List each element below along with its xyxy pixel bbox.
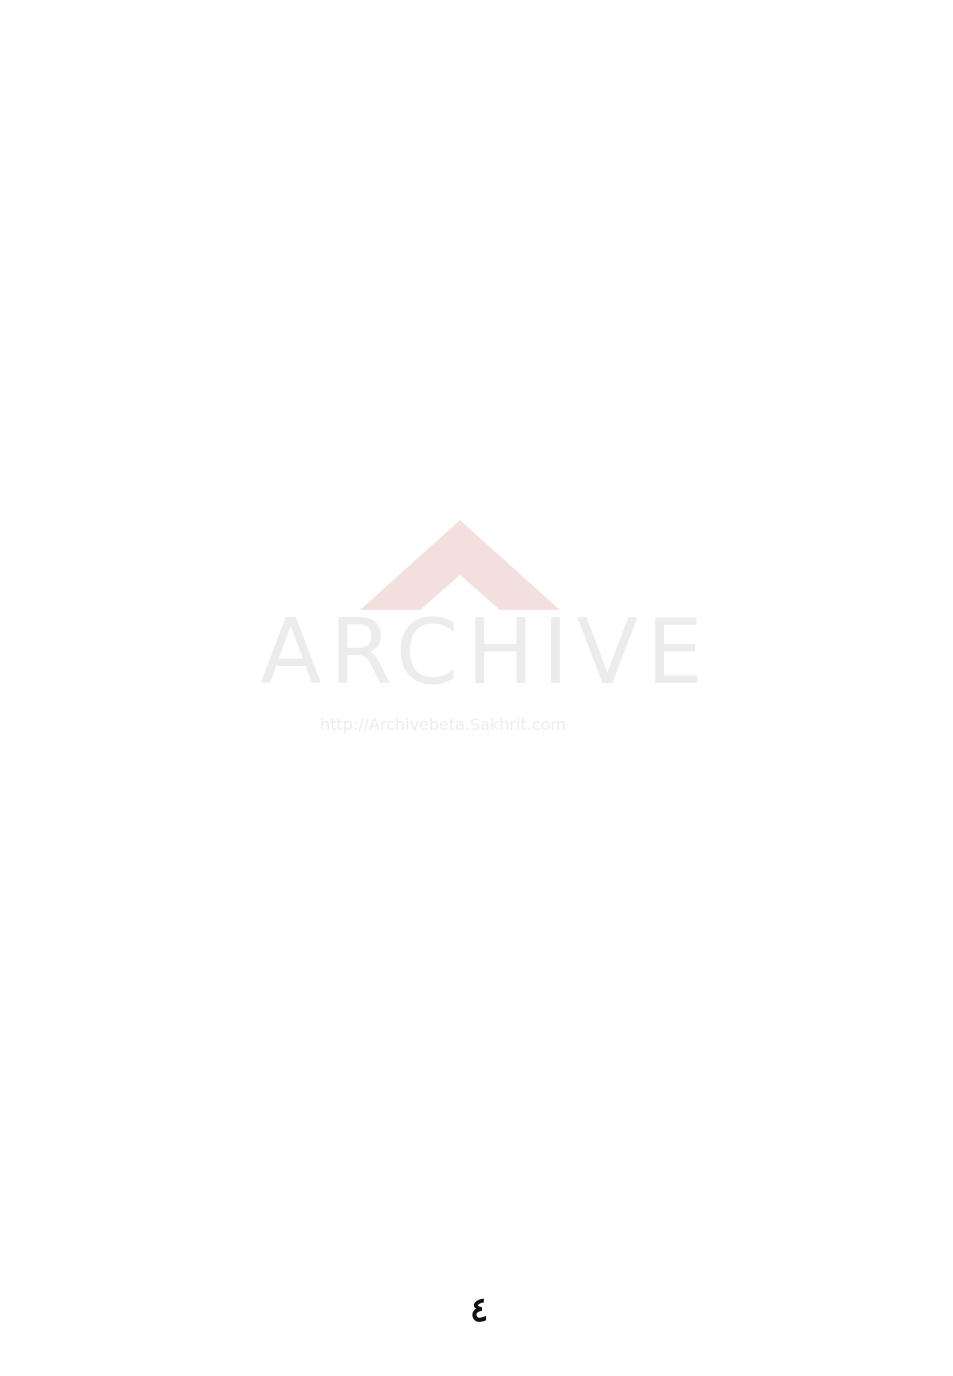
poem-bottom bbox=[22, 925, 467, 1270]
watermark-text: ARCHIVE bbox=[260, 600, 712, 705]
watermark-url: http://Archivebeta.Sakhrit.com bbox=[320, 715, 566, 734]
watermark-logo-icon bbox=[200, 480, 720, 780]
page-number: ٤ bbox=[470, 1290, 489, 1330]
archive-watermark bbox=[200, 480, 720, 780]
poem-top bbox=[485, 82, 925, 332]
